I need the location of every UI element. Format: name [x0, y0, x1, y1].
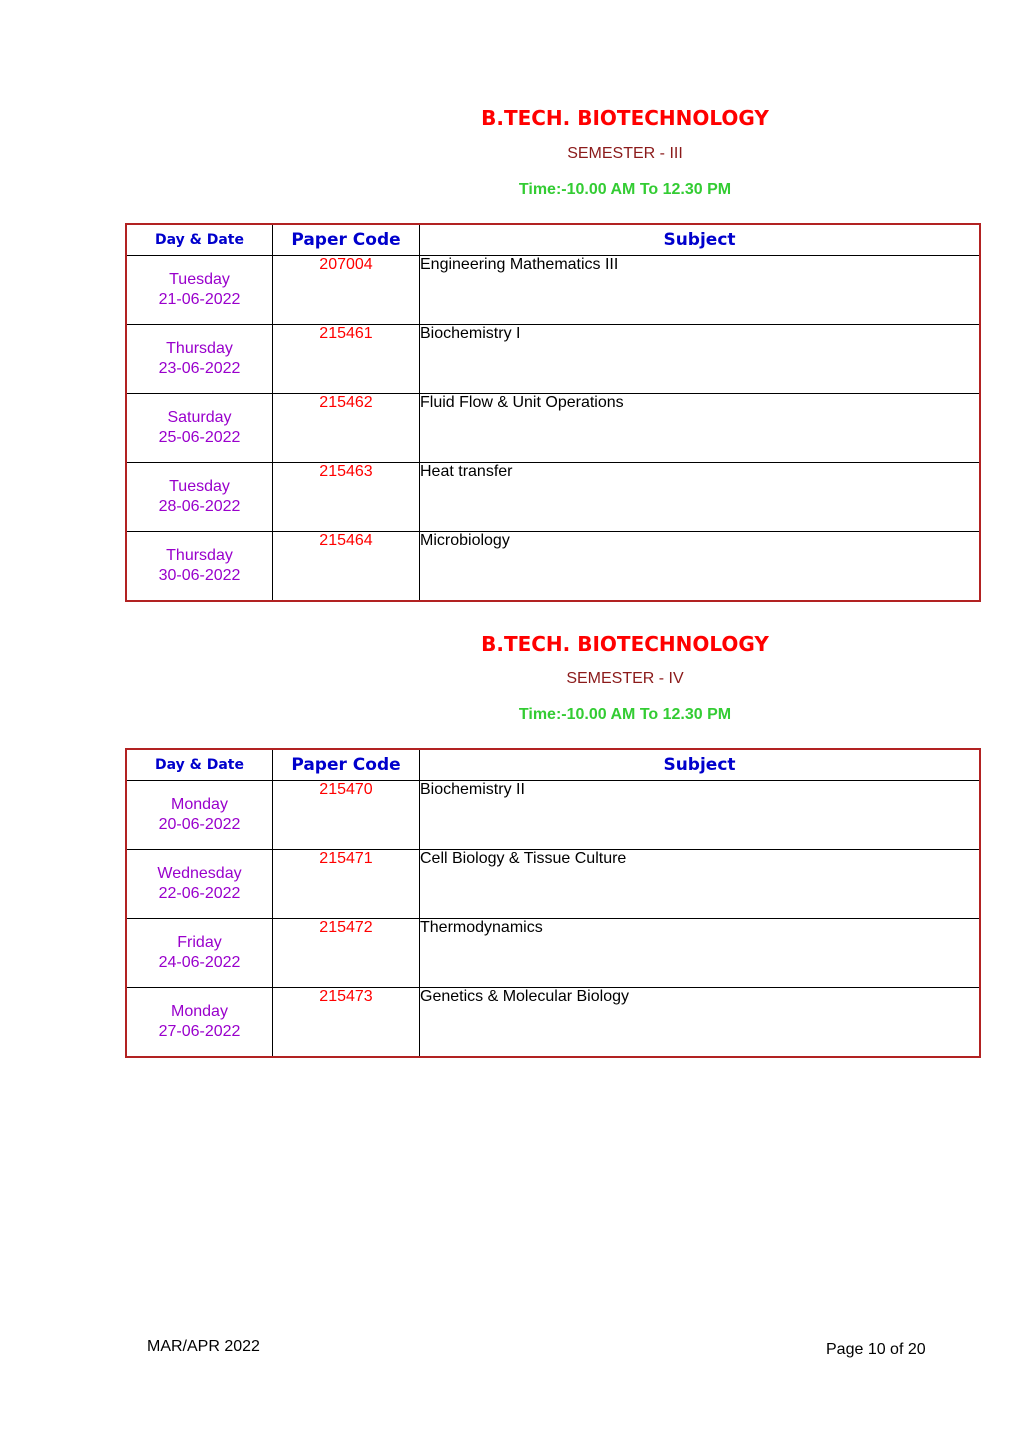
date-label: 25-06-2022 [158, 429, 241, 446]
table-row [126, 850, 980, 919]
day-label: Wednesday [157, 865, 242, 882]
exam-table [125, 748, 981, 1058]
day-date-cell [126, 394, 273, 463]
day-date-cell [126, 325, 273, 394]
paper-code-cell: 215471 [273, 850, 420, 919]
table-row [126, 919, 980, 988]
semester-label: SEMESTER - III [567, 145, 683, 162]
header-day-date: Day & Date [126, 224, 273, 256]
day-label: Saturday [167, 409, 232, 426]
semester-label: SEMESTER - IV [566, 670, 684, 687]
day-label: Tuesday [169, 271, 230, 288]
paper-code-cell: 215470 [273, 781, 420, 850]
section-title: B.TECH. BIOTECHNOLOGY [481, 632, 769, 656]
day-label: Monday [171, 1003, 228, 1020]
paper-code-cell: 215461 [273, 325, 420, 394]
table-row [126, 394, 980, 463]
header-subject: Subject [420, 749, 981, 781]
paper-code-cell: 215472 [273, 919, 420, 988]
date-label: 20-06-2022 [158, 816, 241, 833]
section-title: B.TECH. BIOTECHNOLOGY [481, 106, 769, 130]
paper-code-cell: 207004 [273, 256, 420, 325]
date-label: 23-06-2022 [158, 360, 241, 377]
subject-cell: Genetics & Molecular Biology [420, 988, 981, 1058]
table-row [126, 781, 980, 850]
day-label: Monday [171, 796, 228, 813]
day-label: Thursday [166, 547, 233, 564]
subject-cell: Thermodynamics [420, 919, 981, 988]
paper-code-cell: 215462 [273, 394, 420, 463]
date-label: 22-06-2022 [158, 885, 241, 902]
header-paper-code: Paper Code [273, 224, 420, 256]
table-row [126, 532, 980, 602]
subject-cell: Heat transfer [420, 463, 981, 532]
date-label: 30-06-2022 [158, 567, 241, 584]
subject-cell: Fluid Flow & Unit Operations [420, 394, 981, 463]
footer-page-number: Page 10 of 20 [826, 1341, 926, 1358]
table-row [126, 325, 980, 394]
subject-cell: Biochemistry I [420, 325, 981, 394]
time-label: Time:-10.00 AM To 12.30 PM [518, 181, 732, 198]
date-label: 28-06-2022 [158, 498, 241, 515]
day-date-cell [126, 463, 273, 532]
exam-table [125, 223, 981, 602]
footer-session-label: MAR/APR 2022 [147, 1338, 260, 1355]
paper-code-cell: 215473 [273, 988, 420, 1058]
subject-cell: Biochemistry II [420, 781, 981, 850]
header-day-date: Day & Date [126, 749, 273, 781]
day-date-cell [126, 850, 273, 919]
date-label: 24-06-2022 [158, 954, 241, 971]
table-row [126, 988, 980, 1058]
table-header-row [126, 224, 980, 256]
day-date-cell [126, 532, 273, 602]
subject-cell: Engineering Mathematics III [420, 256, 981, 325]
day-date-cell [126, 781, 273, 850]
table-row [126, 256, 980, 325]
time-label: Time:-10.00 AM To 12.30 PM [518, 706, 732, 723]
paper-code-cell: 215464 [273, 532, 420, 602]
table-header-row [126, 749, 980, 781]
header-paper-code: Paper Code [273, 749, 420, 781]
day-label: Thursday [166, 340, 233, 357]
date-label: 27-06-2022 [158, 1023, 241, 1040]
paper-code-cell: 215463 [273, 463, 420, 532]
day-date-cell [126, 988, 273, 1058]
day-label: Tuesday [169, 478, 230, 495]
subject-cell: Microbiology [420, 532, 981, 602]
date-label: 21-06-2022 [158, 291, 241, 308]
header-subject: Subject [420, 224, 981, 256]
subject-cell: Cell Biology & Tissue Culture [420, 850, 981, 919]
day-date-cell [126, 256, 273, 325]
day-date-cell [126, 919, 273, 988]
day-label: Friday [177, 934, 222, 951]
table-row [126, 463, 980, 532]
